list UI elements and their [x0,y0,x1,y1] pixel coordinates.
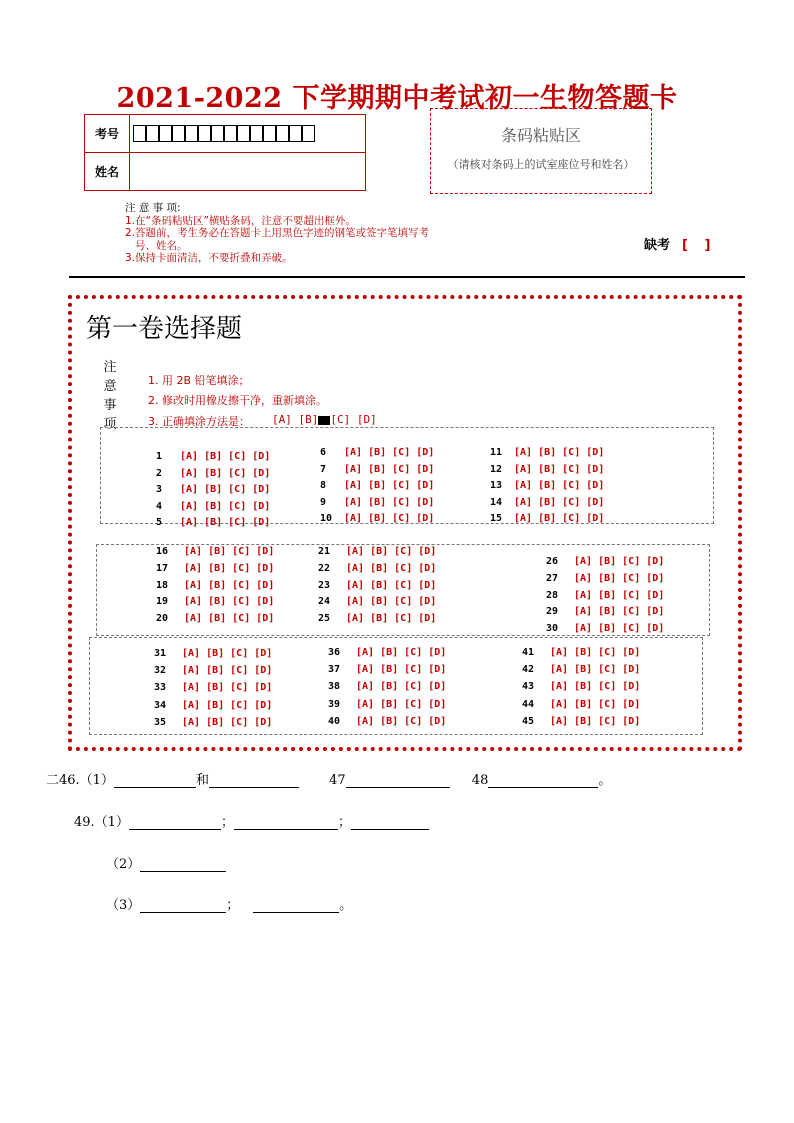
question-row [490,463,604,477]
answer-row-49-2: （2） [106,853,226,872]
question-row [328,646,446,660]
question-number: 33 [154,682,167,694]
exam-no-digit-box[interactable] [159,125,172,142]
question-number: 13 [490,480,503,491]
question-number: 31 [154,648,167,659]
question-number: 45 [522,715,535,727]
answer-options[interactable]: [A] [B] [C] [D] [550,664,641,676]
question-row [156,450,270,464]
question-row [318,562,436,576]
answer-options[interactable]: [A] [B] [C] [D] [182,682,273,694]
answer-options[interactable]: [A] [B] [C] [D] [346,596,437,608]
question-row [156,612,274,626]
question-number: 32 [154,665,167,677]
notes [125,202,429,265]
answer-options[interactable]: [A] [B] [C] [D] [182,699,273,711]
question-row [318,595,436,609]
exam-no-digit-box[interactable] [276,125,289,142]
question-row [318,545,436,559]
answer-options[interactable]: [A] [B] [C] [D] [182,665,273,677]
question-row [154,647,272,661]
question-number: 2 [156,467,163,479]
question-row [320,512,434,526]
exam-no-digit-box[interactable] [211,125,224,142]
answer-49-1b-blank[interactable] [234,815,338,830]
answer-options[interactable]: [A] [B] [C] [D] [550,715,641,727]
exam-no-label: 考号 [85,115,130,153]
exam-no-digit-box[interactable] [146,125,159,142]
question-number: 24 [318,596,331,608]
question-row [318,579,436,593]
exam-no-digit-box[interactable] [198,125,211,142]
question-number: 14 [490,496,503,508]
answer-options[interactable]: [A] [B] [C] [D] [514,496,605,508]
answer-options[interactable]: [A] [B] [C] [D] [180,484,271,495]
exam-no-digit-box[interactable] [302,125,315,142]
student-info-table [84,114,366,191]
answer-46-2-blank[interactable] [209,773,299,788]
answer-options[interactable]: [A] [B] [C] [D] [514,463,605,475]
page-title: 2021-2022 下学期期中考试初一生物答题卡 [116,83,678,114]
note-item: 3.保持卡面清洁，不要折叠和弄破。 [125,252,293,264]
answer-options[interactable]: [A] [B] [C] [D] [184,562,275,574]
answer-options[interactable]: [A] [B] [C] [D] [180,500,271,512]
question-number: 20 [156,613,169,625]
answer-options[interactable]: [A] [B] [C] [D] [184,579,275,591]
question-number: 29 [546,606,559,618]
question-row [546,605,664,619]
name-field[interactable] [130,153,366,191]
question-number: 1 [156,451,163,462]
exam-no-digit-box[interactable] [250,125,263,142]
question-number: 6 [320,447,327,458]
exam-no-digit-box[interactable] [133,125,146,142]
question-row [546,589,664,603]
question-number: 34 [154,699,167,711]
question-row [156,483,270,497]
answer-options[interactable]: [A] [B] [C] [D] [550,681,641,693]
answer-options[interactable]: [A] [B] [C] [D] [356,681,447,693]
answer-row-46: 二46.（1） 和 47 48 。 [46,773,612,788]
question-row [156,579,274,593]
answer-options[interactable]: [A] [B] [C] [D] [184,546,275,557]
exam-no-digit-box[interactable] [172,125,185,142]
answer-options[interactable]: [A] [B] [C] [D] [574,572,665,584]
question-number: 26 [546,556,559,567]
question-number: 18 [156,579,169,591]
question-row [328,663,446,677]
answer-options[interactable]: [A] [B] [C] [D] [514,480,605,491]
answer-options[interactable]: [A] [B] [C] [D] [344,463,435,475]
answer-options[interactable]: [A] [B] [C] [D] [344,513,435,524]
vertical-notice: 注 意 事 项 [103,360,117,432]
question-number: 7 [320,463,327,475]
question-row [546,555,664,569]
question-row [522,663,640,677]
question-number: 4 [156,500,163,512]
instruction: 3. 正确填涂方法是： [148,415,250,428]
barcode-area [430,108,652,194]
question-row [318,612,436,626]
question-number: 19 [156,596,169,608]
absent-box[interactable]: [ ] [682,238,717,253]
answer-options[interactable]: [A] [B] [C] [D] [344,496,435,508]
answer-options[interactable]: [A] [B] [C] [D] [574,623,665,635]
question-number: 9 [320,496,327,508]
question-number: 42 [522,664,535,676]
exam-no-digit-box[interactable] [237,125,250,142]
question-number: 30 [546,623,559,635]
question-row [522,698,640,712]
answer-46-1-blank[interactable] [114,773,196,788]
question-row [156,516,270,530]
barcode-title: 条码粘贴区 [500,126,581,145]
question-row [320,479,434,493]
question-row [320,463,434,477]
answer-options[interactable]: [A] [B] [C] [D] [344,447,435,458]
question-number: 11 [490,447,503,458]
exam-no-field[interactable] [130,115,366,153]
question-number: 38 [328,681,341,693]
question-row [546,572,664,586]
exam-no-digit-box[interactable] [185,125,198,142]
question-number: 12 [490,463,503,475]
answer-row-49-3: （3） ； 。 [106,898,353,913]
question-number: 41 [522,647,535,658]
note-item: 2.答题前，考生务必在答题卡上用黑色字迹的钢笔或签字笔填写考 [125,227,430,239]
answer-options[interactable]: [A] [B] [C] [D] [182,716,273,728]
question-number: 36 [328,647,341,658]
question-row [156,500,270,514]
barcode-note: （请核对条码上的试室座位号和姓名） [447,158,635,171]
question-number: 22 [318,562,331,574]
answer-options[interactable]: [A] [B] [C] [D] [356,664,447,676]
instruction: 2. 修改时用橡皮擦干净，重新填涂。 [148,394,327,407]
question-number: 8 [320,480,327,491]
question-number: 35 [154,716,167,728]
question-number: 16 [156,546,169,557]
answer-options[interactable]: [A] [B] [C] [D] [180,517,271,528]
answer-49-1c-blank[interactable] [351,815,429,830]
question-number: 21 [318,546,331,557]
question-number: 10 [320,513,333,524]
question-number: 43 [522,681,535,693]
question-number: 5 [156,517,163,528]
question-row [522,680,640,694]
answer-options[interactable]: [A] [B] [C] [D] [356,698,447,710]
question-row [328,680,446,694]
answer-options[interactable]: [A] [B] [C] [D] [514,513,605,524]
question-row [328,715,446,729]
question-row [328,698,446,712]
answer-options[interactable]: [A] [B] [C] [D] [180,451,271,462]
divider [69,276,745,278]
question-number: 44 [522,698,535,710]
answer-options[interactable]: [A] [B] [C] [D] [574,556,665,567]
answer-47-blank[interactable] [346,773,450,788]
answer-options[interactable]: [A] [B] [C] [D] [574,606,665,618]
answer-options[interactable]: [A] [B] [C] [D] [550,698,641,710]
question-number: 23 [318,579,331,591]
question-number: 17 [156,562,169,574]
question-row [154,681,272,695]
answer-options[interactable]: [A] [B] [C] [D] [346,579,437,591]
note-item: 1.在“条码粘贴区”横贴条码，注意不要超出框外。 [125,214,356,227]
question-row [156,562,274,576]
answer-options[interactable]: [A] [B] [C] [D] [550,647,641,658]
question-row [490,496,604,510]
exam-no-digit-box[interactable] [263,125,276,142]
question-row [490,512,604,526]
question-number: 27 [546,572,559,584]
absent-label: 缺考 [644,238,671,253]
fill-example: [A] [B] [C] [D] [272,413,377,426]
filled-mark-icon [318,416,330,425]
question-row [156,595,274,609]
answer-options[interactable]: [A] [B] [C] [D] [182,648,273,659]
question-row [156,545,274,559]
answer-49-3a-blank[interactable] [140,898,226,913]
exam-no-digit-box[interactable] [289,125,302,142]
note-item: 号、姓名。 [125,239,188,252]
question-number: 40 [328,715,341,727]
answer-options[interactable]: [A] [B] [C] [D] [180,467,271,479]
question-number: 28 [546,589,559,601]
answer-options[interactable]: [A] [B] [C] [D] [184,596,275,608]
answer-options[interactable]: [A] [B] [C] [D] [574,589,665,601]
question-row [156,467,270,481]
name-label: 姓名 [85,153,130,191]
section-title: 第一卷选择题 [86,314,243,344]
question-number: 25 [318,613,331,625]
question-row [490,479,604,493]
question-row [522,715,640,729]
question-row [490,446,604,460]
answer-options[interactable]: [A] [B] [C] [D] [346,613,437,625]
answer-options[interactable]: [A] [B] [C] [D] [514,447,605,458]
question-row [546,622,664,636]
question-number: 39 [328,698,341,710]
question-number: 3 [156,484,163,495]
question-row [154,664,272,678]
answer-48-blank[interactable] [488,773,598,788]
answer-options[interactable]: [A] [B] [C] [D] [356,647,447,658]
question-row [154,716,272,730]
instruction: 1. 用 2B 铅笔填涂； [148,374,250,387]
absent-mark[interactable] [644,234,716,253]
question-row [320,496,434,510]
answer-49-3b-blank[interactable] [253,898,339,913]
answer-options[interactable]: [A] [B] [C] [D] [356,715,447,727]
notes-heading: 注 意 事 项: [125,202,181,214]
answer-49-2-blank[interactable] [140,857,226,872]
answer-49-1a-blank[interactable] [129,815,221,830]
exam-no-digit-box[interactable] [224,125,237,142]
answer-options[interactable]: [A] [B] [C] [D] [184,613,275,625]
answer-options[interactable]: [A] [B] [C] [D] [344,480,435,491]
answer-row-49-1: 49.（1） ； ； [74,811,429,830]
answer-options[interactable]: [A] [B] [C] [D] [346,546,437,557]
question-number: 37 [328,664,341,676]
question-number: 15 [490,513,503,524]
question-row [522,646,640,660]
answer-options[interactable]: [A] [B] [C] [D] [346,562,437,574]
question-row [320,446,434,460]
question-row [154,699,272,713]
